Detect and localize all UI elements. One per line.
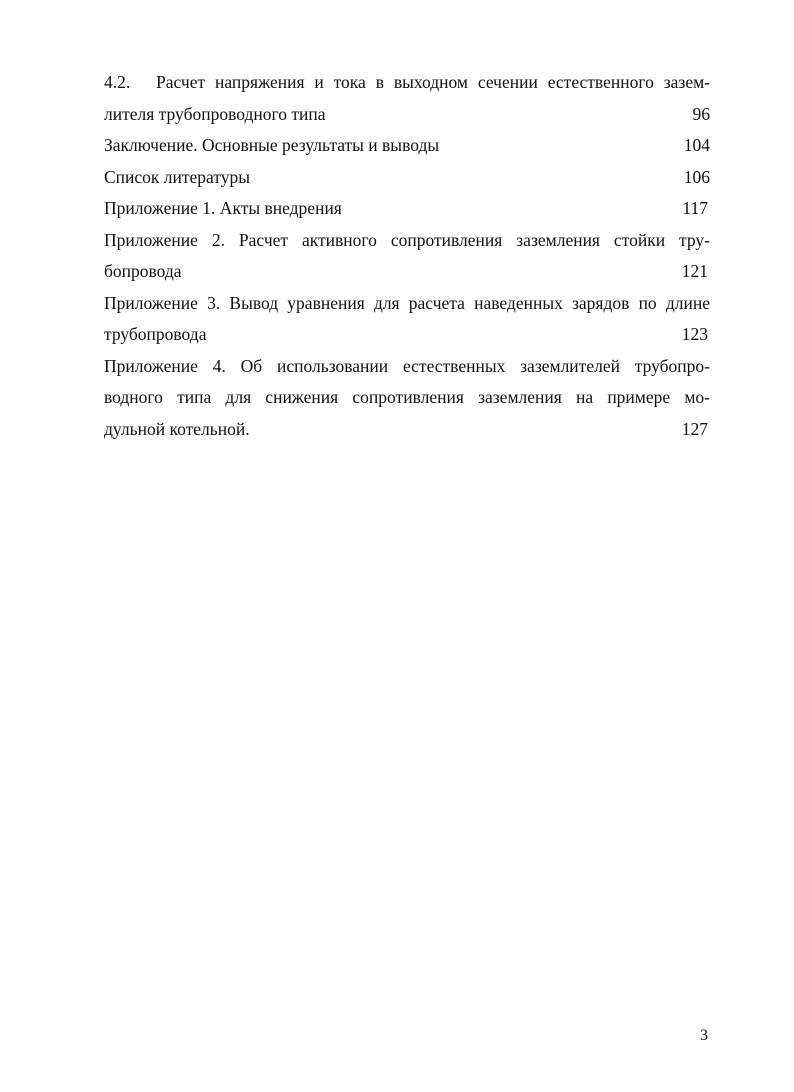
toc-entry-title: Приложение 1. Акты внедрения	[104, 198, 342, 218]
table-of-contents	[104, 67, 710, 445]
toc-entry-title-cont: дульной котельной.	[104, 418, 250, 439]
toc-page-number: 104	[683, 135, 710, 155]
toc-entry-title: Приложение 3. Вывод уравнения для расчета наведенных зарядов по длине	[104, 292, 710, 313]
toc-entry-appendix-3-line1	[104, 288, 710, 320]
toc-entry-title: Список литературы	[104, 166, 251, 187]
toc-entry-number: 4.2.	[104, 72, 131, 92]
toc-entry-4-2-line1	[104, 67, 710, 99]
toc-entry-appendix-2-line1	[104, 225, 710, 257]
toc-page-number: 123	[681, 324, 708, 344]
toc-entry-title-cont: водного типа для снижения сопротивления заземления на примере мо-	[104, 387, 710, 407]
toc-entry-appendix-1	[104, 193, 710, 225]
toc-page-number: 96	[692, 103, 710, 124]
toc-entry-title-cont: бопровода	[104, 261, 182, 281]
toc-entry-appendix-4-line2	[104, 382, 710, 414]
toc-entry-references	[104, 162, 710, 194]
toc-entry-4-2-line2	[104, 99, 710, 131]
toc-entry-title-cont: лителя трубопроводного типа	[104, 103, 326, 124]
toc-entry-conclusion	[104, 130, 710, 162]
toc-entry-title: Приложение 2. Расчет активного сопротивления заземления стойки тру-	[104, 229, 710, 250]
toc-entry-appendix-3-line2	[104, 319, 710, 351]
toc-entry-title: Приложение 4. Об использовании естественных заземлителей трубопро-	[104, 355, 710, 376]
toc-entry-title-cont: трубопровода	[104, 324, 207, 344]
toc-page-number: 106	[683, 166, 710, 187]
toc-entry-title: Расчет напряжения и тока в выходном сечении естественного зазем-	[156, 72, 710, 92]
toc-page-number: 121	[681, 261, 708, 281]
toc-entry-title: Заключение. Основные результаты и выводы	[104, 135, 440, 155]
toc-entry-appendix-4-line3	[104, 414, 710, 446]
toc-page-number: 127	[681, 418, 708, 439]
page-number: 3	[700, 1027, 708, 1044]
toc-page-number: 117	[682, 198, 708, 218]
toc-entry-appendix-2-line2	[104, 256, 710, 288]
toc-entry-appendix-4-line1	[104, 351, 710, 383]
